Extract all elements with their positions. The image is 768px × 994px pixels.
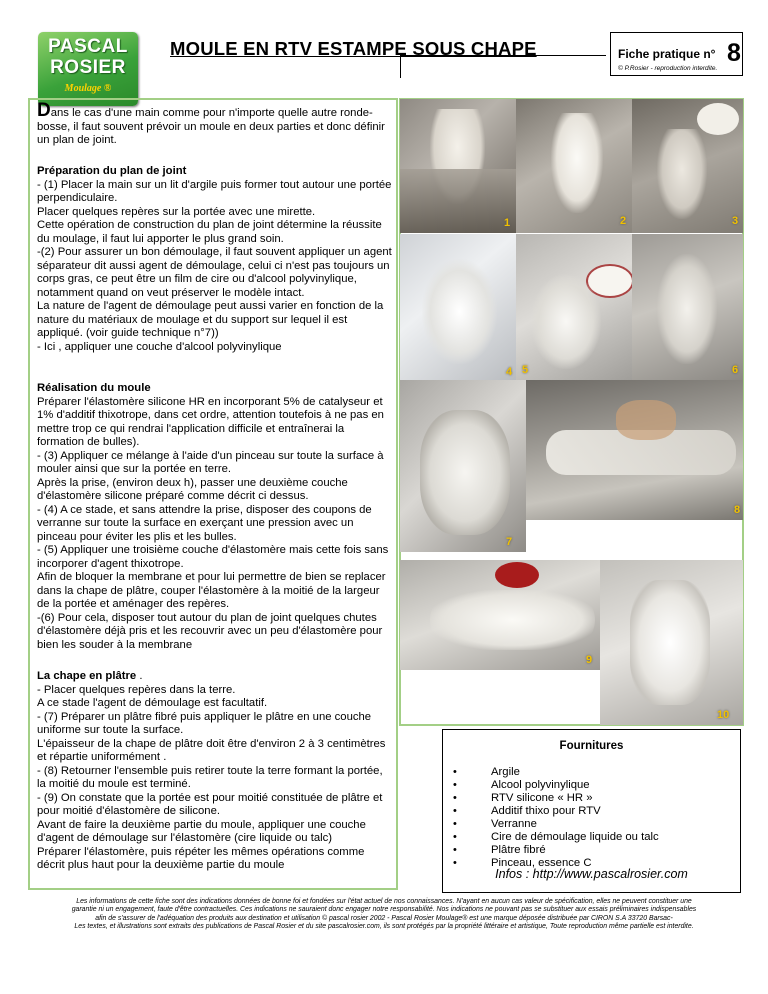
paragraph: Placer quelques repères sur la portée avec une mirette. <box>37 205 316 218</box>
footer-line: Les textes, et illustrations sont extraits des publications de Pascal Rosier et du site pascalrosier.com, ils sont protégés par la propriété littéraire et artistique, Toute reproduction même partielle est interdite. <box>74 922 694 930</box>
list-item: • Alcool polyvinylique <box>451 779 659 792</box>
legal-footer <box>10 898 758 931</box>
list-item: • Pinceau, essence C <box>451 857 659 870</box>
paragraph: -(6) Pour cela, disposer tout autour du plan de joint quelques chutes d'élastomère déjà pris et les recouvrir avec un peu d'élastomère pour bien les souder à la membrane <box>37 611 383 651</box>
photo-number: 9 <box>586 654 593 666</box>
section-chape <box>37 670 392 873</box>
photo-number: 3 <box>732 215 739 227</box>
paragraph: Préparer l'élastomère silicone HR en incorporant 5% de catalyseur et 1% d'additif thixotrope, dans cet ordre, attention toutefois à ne pas en mettre trop ce qui rendrai l'application difficile et entraînerai la formation de bulles). <box>37 395 384 448</box>
paragraph: - Placer quelques repères dans la terre. <box>37 683 236 696</box>
list-item: • Plâtre fibré <box>451 844 659 857</box>
list-item: • Cire de démoulage liquide ou talc <box>451 831 659 844</box>
paragraph: Avant de faire la deuxième partie du moule, appliquer une couche d'agent de démoulage sur l'élastomère (cire liquide ou talc) <box>37 818 366 844</box>
logo-line-1: PASCAL <box>48 36 128 57</box>
heading-suffix: . <box>136 670 143 682</box>
paragraph: Après la prise, (environ deux h), passer une deuxième couche d'élastomère silicone préparé comme décrit ci dessus. <box>37 476 348 502</box>
photo-number: 2 <box>620 215 627 227</box>
paragraph: - (9) On constate que la portée est pour moitié constituée de plâtre et pour moitié d'élastomère de silicone. <box>37 791 383 817</box>
photo-step-8 <box>526 380 743 520</box>
fiche-label: Fiche pratique n° <box>618 47 716 61</box>
photo-step-3 <box>632 99 743 233</box>
paragraph: Afin de bloquer la membrane et pour lui permettre de bien se replacer dans la chape de plâtre, couper l'élastomère à la moitié de la largeur de la portée et aménager des repères. <box>37 571 386 610</box>
footer-line: afin de s'assurer de l'adéquation des produits aux destination et utilisation © pascal rosier 2002 - Pascal Rosier Moulage® est une marque déposée distribuée par CIRON S.A 33720 Barsac- <box>95 914 673 922</box>
photo-number: 6 <box>732 364 739 376</box>
section-realisation <box>37 382 392 652</box>
photo-step-7 <box>400 380 526 552</box>
section-heading: La chape en plâtre <box>37 670 137 682</box>
photo-number: 10 <box>717 709 730 721</box>
section-heading: Préparation du plan de joint <box>37 165 187 177</box>
paragraph: - (1) Placer la main sur un lit d'argile puis former tout autour une portée perpendiculaire. <box>37 178 392 204</box>
photo-number: 4 <box>506 366 513 378</box>
paragraph: - (3) Appliquer ce mélange à l'aide d'un pinceau sur toute la surface à mouler ainsi que sur la portée en terre. <box>37 449 384 475</box>
infos-link[interactable]: Infos : http://www.pascalrosier.com <box>495 867 688 881</box>
intro-paragraph <box>37 100 392 148</box>
fiche-copyright: © P.Rosier - reproduction interdite. <box>618 65 718 72</box>
paragraph: - (5) Appliquer une troisième couche d'élastomère mais cette fois sans incorporer d'agent thixotrope. <box>37 544 389 570</box>
photo-number: 1 <box>504 217 511 229</box>
photo-step-2 <box>516 99 632 233</box>
paragraph: - (8) Retourner l'ensemble puis retirer toute la terre formant la portée, la moitié du moule est terminé. <box>37 764 383 790</box>
photo-step-1 <box>400 99 516 233</box>
paragraph: -(2) Pour assurer un bon démoulage, il faut souvent appliquer un agent séparateur dit aussi agent de démoulage, celui ci n'est pas toujours un corps gras, ce peut être un film de cire ou d'alcool polyvinylique, notamment quand on veut préserver le modèle intact. <box>37 246 392 299</box>
photo-step-9 <box>400 560 600 670</box>
paragraph: - (7) Préparer un plâtre fibré puis appliquer le plâtre en une couche uniforme sur toute la surface. <box>37 710 372 736</box>
list-item: • RTV silicone « HR » <box>451 792 659 805</box>
paragraph: L'épaisseur de la chape de plâtre doit être d'environ 2 à 3 centimètres et répartie uniformément . <box>37 737 386 763</box>
brand-logo <box>38 32 138 106</box>
paragraph: - (4) A ce stade, et sans attendre la prise, disposer des coupons de verranne sur toute la surface en exerçant une pression avec un pinceau pour éviter les plis et les bulles. <box>37 503 372 543</box>
footer-line: Les informations de cette fiche sont des indications données de bonne foi et fondées sur l'état actuel de nos connaissances. N'ayant en aucun cas valeur de spécification, elles ne peuvent constituer une <box>76 898 692 905</box>
paragraph: La nature de l'agent de démoulage peut aussi varier en fonction de la nature du matériaux de moulage et du support sur lequel il est appliqué. (voir guide technique n°7)) <box>37 300 384 339</box>
photo-number: 5 <box>522 364 529 376</box>
logo-line-3: Moulage ® <box>64 83 112 94</box>
photo-number: 7 <box>506 536 513 548</box>
fournitures-box <box>442 729 741 893</box>
fiche-box <box>610 32 743 76</box>
fournitures-list <box>451 766 659 870</box>
list-item: • Verranne <box>451 818 659 831</box>
photo-step-4 <box>400 234 516 380</box>
list-item: • Additif thixo pour RTV <box>451 805 659 818</box>
intro-text: ans le cas d'une main comme pour n'importe quelle autre ronde-bosse, il faut souvent prévoir un moule en deux parties et donc définir un plan de joint. <box>37 107 385 146</box>
photo-number: 8 <box>734 504 741 516</box>
fournitures-title: Fournitures <box>559 740 624 752</box>
paragraph: Préparer l'élastomère, puis répéter les mêmes opérations comme décrit plus haut pour la deuxième partie du moule <box>37 845 365 871</box>
logo-line-2: ROSIER <box>50 57 126 78</box>
paragraph: A ce stade l'agent de démoulage est facultatif. <box>37 697 268 709</box>
footer-line: garantie ni un engagement, faute d'être contractuelles. Ces indications ne sauraient donc engager notre responsabilité. Nos indications ne pouvant pas se substituer aux essais préliminaires indispensables <box>71 906 697 914</box>
section-preparation <box>37 165 392 354</box>
fiche-number: 8 <box>727 39 741 67</box>
photo-step-5 <box>516 234 632 380</box>
photo-step-6 <box>632 234 743 380</box>
drop-cap: D <box>37 100 51 121</box>
page-title: MOULE EN RTV ESTAMPE SOUS CHAPE <box>170 38 537 59</box>
paragraph: - Ici , appliquer une couche d'alcool polyvinylique <box>37 340 282 353</box>
list-item: • Argile <box>451 766 659 779</box>
photo-step-10 <box>600 560 743 725</box>
paragraph: Cette opération de construction du plan de joint détermine la réussite du moulage, il faut lui apporter le plus grand soin. <box>37 219 382 245</box>
section-heading: Réalisation du moule <box>37 382 151 394</box>
